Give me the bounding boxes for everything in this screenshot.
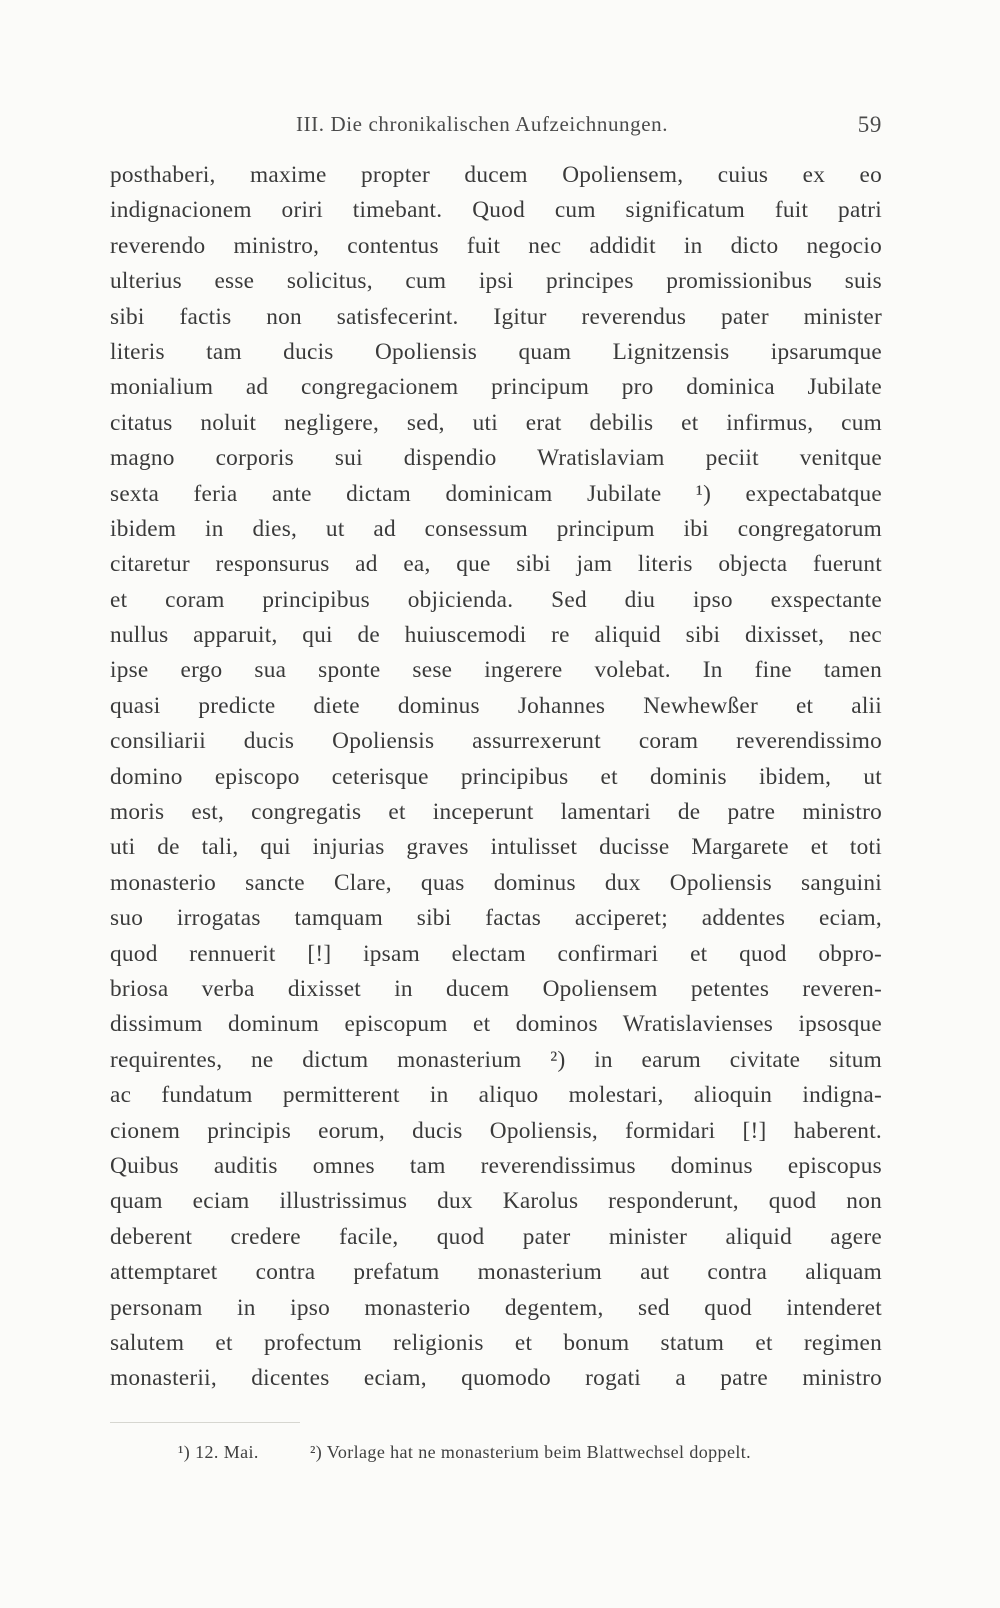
running-title: III. Die chronikalischen Aufzeichnungen. bbox=[296, 112, 669, 136]
text-line: ibidem in dies, ut ad consessum principum ibi congregatorum bbox=[110, 515, 882, 542]
text-line: deberent credere facile, quod pater minister aliquid agere bbox=[110, 1223, 882, 1250]
page-header bbox=[110, 112, 882, 144]
text-line: quasi predicte diete dominus Johannes Newhewßer et alii bbox=[110, 692, 882, 719]
text-line: suo irrogatas tamquam sibi factas acciperet; addentes eciam, bbox=[110, 905, 882, 932]
text-line: consiliarii ducis Opoliensis assurrexerunt coram reverendissimo bbox=[110, 728, 882, 755]
text-line: domino episcopo ceterisque principibus et dominis ibidem, ut bbox=[110, 763, 882, 790]
text-line: salutem et profectum religionis et bonum statum et regimen bbox=[110, 1329, 882, 1356]
text-line: uti de tali, qui injurias graves intulisset ducisse Margarete et toti bbox=[110, 834, 882, 861]
text-line: requirentes, ne dictum monasterium ²) in earum civitate situm bbox=[110, 1046, 882, 1073]
text-line: reverendo ministro, contentus fuit nec addidit in dicto negocio bbox=[110, 232, 882, 259]
body-text bbox=[110, 158, 882, 1397]
text-line: et coram principibus objicienda. Sed diu ipso exspectante bbox=[110, 586, 882, 613]
text-line: sexta feria ante dictam dominicam Jubilate ¹) expectabatque bbox=[110, 480, 882, 507]
text-line: magno corporis sui dispendio Wratislaviam peciit venitque bbox=[110, 445, 882, 472]
text-line: briosa verba dixisset in ducem Opoliensem petentes reveren- bbox=[110, 975, 882, 1002]
text-line: personam in ipso monasterio degentem, sed quod intenderet bbox=[110, 1294, 882, 1321]
footnote-2: ²) Vorlage hat ne monasterium beim Blattwechsel doppelt. bbox=[310, 1442, 752, 1462]
text-line: monialium ad congregacionem principum pro dominica Jubilate bbox=[110, 374, 882, 401]
text-line: literis tam ducis Opoliensis quam Lignitzensis ipsarumque bbox=[110, 338, 882, 365]
page-number: 59 bbox=[857, 112, 882, 137]
text-line: quod rennuerit [!] ipsam electam confirmari et quod obpro- bbox=[110, 940, 882, 967]
text-line: cionem principis eorum, ducis Opoliensis, formidari [!] haberent. bbox=[110, 1117, 882, 1144]
text-line: quam eciam illustrissimus dux Karolus responderunt, quod non bbox=[110, 1188, 882, 1215]
text-line: citaretur responsurus ad ea, que sibi jam literis objecta fuerunt bbox=[110, 551, 882, 578]
text-line: sibi factis non satisfecerint. Igitur reverendus pater minister bbox=[110, 303, 882, 330]
text-line: ipse ergo sua sponte sese ingerere volebat. In fine tamen bbox=[110, 657, 882, 684]
text-line: attemptaret contra prefatum monasterium aut contra aliquam bbox=[110, 1259, 882, 1286]
text-line: dissimum dominum episcopum et dominos Wratislavienses ipsosque bbox=[110, 1011, 882, 1038]
text-line: Quibus auditis omnes tam reverendissimus dominus episcopus bbox=[110, 1152, 882, 1179]
text-line: ac fundatum permitterent in aliquo molestari, alioquin indigna- bbox=[110, 1082, 882, 1109]
text-line: monasterio sancte Clare, quas dominus dux Opoliensis sanguini bbox=[110, 869, 882, 896]
footnote-1: ¹) 12. Mai. bbox=[178, 1442, 259, 1462]
text-line: indignacionem oriri timebant. Quod cum significatum fuit patri bbox=[110, 197, 882, 224]
text-line: citatus noluit negligere, sed, uti erat debilis et infirmus, cum bbox=[110, 409, 882, 436]
text-line: ulterius esse solicitus, cum ipsi principes promissionibus suis bbox=[110, 268, 882, 295]
text-line: posthaberi, maxime propter ducem Opoliensem, cuius ex eo bbox=[110, 162, 882, 188]
text-line: moris est, congregatis et inceperunt lamentari de patre ministro bbox=[110, 799, 882, 826]
footnote-divider bbox=[110, 1422, 300, 1423]
text-line: monasterii, dicentes eciam, quomodo rogati a patre ministro bbox=[110, 1365, 882, 1392]
text-line: nullus apparuit, qui de huiuscemodi re aliquid sibi dixisset, nec bbox=[110, 622, 882, 649]
footnotes bbox=[178, 1442, 888, 1463]
